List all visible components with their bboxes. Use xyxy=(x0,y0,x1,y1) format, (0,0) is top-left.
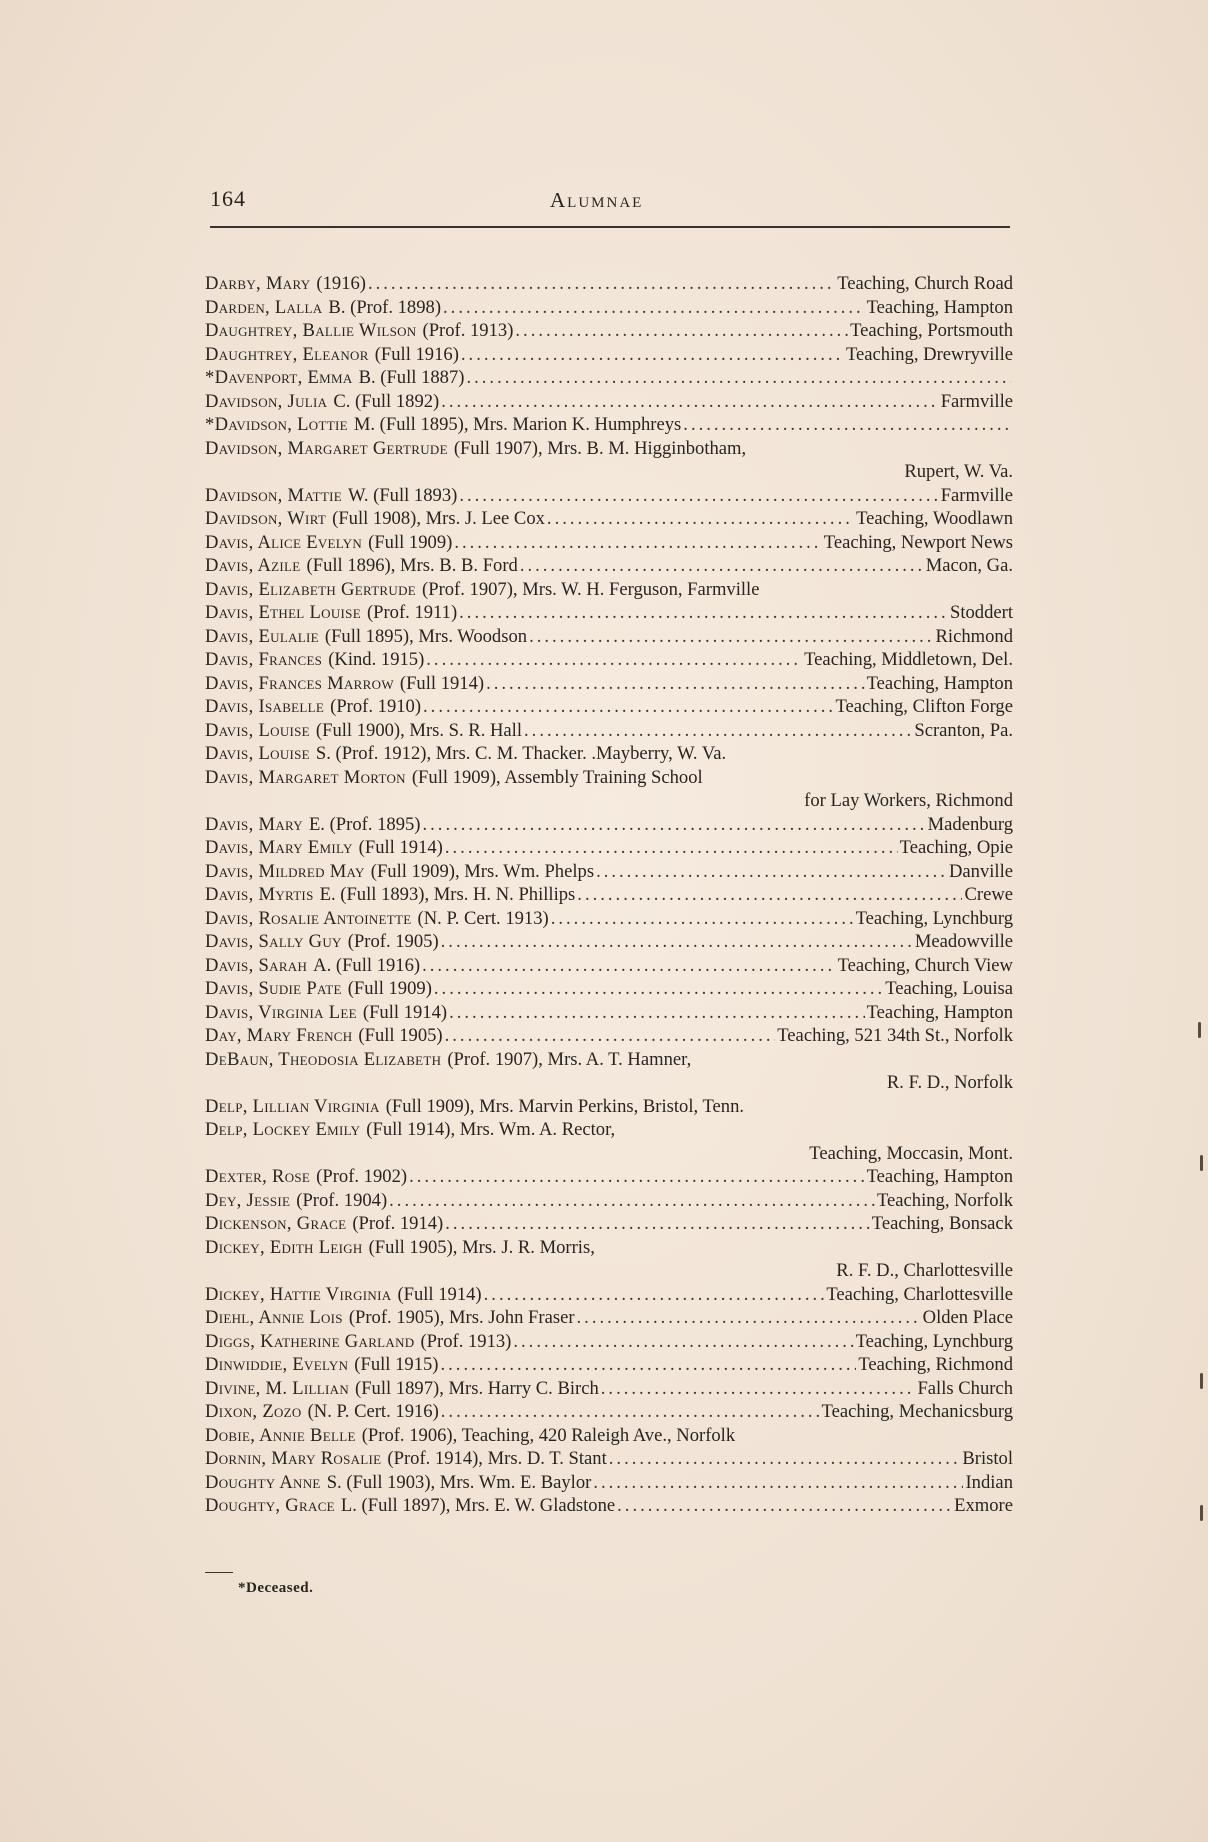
dot-leader xyxy=(441,390,938,414)
alumna-occupation-location: Farmville xyxy=(940,390,1013,412)
alumna-occupation-location: Teaching, Church View xyxy=(837,954,1013,976)
dot-leader xyxy=(441,1400,820,1424)
alumna-entry xyxy=(205,813,1013,837)
alumna-occupation-location: Crewe xyxy=(964,884,1013,905)
alumna-name: Dornin, Mary Rosalie xyxy=(205,1448,382,1469)
alumna-occupation-location: Teaching, Lynchburg xyxy=(855,1330,1013,1352)
alumna-occupation-location: Olden Place xyxy=(922,1307,1013,1328)
alumna-name: Davis, Sudie Pate xyxy=(205,978,342,999)
entry-line xyxy=(205,437,1013,461)
alumna-occupation-location: Falls Church xyxy=(917,1377,1013,1399)
alumna-occupation-location: Meadowville xyxy=(914,931,1013,952)
alumna-entry xyxy=(205,1236,1013,1283)
alumna-name: Dey, Jessie xyxy=(205,1189,291,1211)
alumna-occupation-location: Teaching, Opie xyxy=(899,837,1013,858)
alumna-entry xyxy=(205,977,1013,1001)
dot-leader xyxy=(524,719,912,743)
alumna-entry xyxy=(205,907,1013,931)
dot-leader xyxy=(683,413,1011,437)
alumna-entry xyxy=(205,554,1013,578)
alumna-name: Dixon, Zozo xyxy=(205,1401,302,1422)
entry-line xyxy=(205,578,1013,602)
alumna-occupation-location: Teaching, Hampton xyxy=(866,1166,1013,1187)
alumna-detail: (Full 1896), Mrs. B. B. Ford xyxy=(306,555,518,576)
alumna-entry xyxy=(205,319,1013,343)
alumna-detail: (Full 1907), Mrs. B. M. Higginbotham, xyxy=(453,437,747,459)
alumna-name: Davis, Rosalie Antoinette xyxy=(205,907,412,929)
alumna-detail: (Prof. 1907), Mrs. W. H. Ferguson, Farmville xyxy=(422,578,760,600)
alumna-entry xyxy=(205,648,1013,672)
alumna-occupation-location: R. F. D., Charlottesville xyxy=(836,1260,1013,1281)
alumna-occupation-location: Rupert, W. Va. xyxy=(904,461,1013,482)
alumna-occupation-location: Teaching, Louisa xyxy=(885,978,1013,999)
alumna-name: Davis, Alice Evelyn xyxy=(205,531,363,553)
alumna-detail: (Full 1909) xyxy=(347,978,432,999)
entry-line xyxy=(205,1095,1013,1119)
entry-line xyxy=(205,1189,1013,1213)
alumna-entry xyxy=(205,625,1013,649)
alumna-detail: (Prof. 1905) xyxy=(347,931,439,952)
entry-line xyxy=(205,766,1013,790)
entry-line xyxy=(205,742,1013,766)
page-number: 164 xyxy=(210,186,246,211)
alumna-entry xyxy=(205,1471,1013,1495)
alumna-name: Davidson, Wirt xyxy=(205,508,327,529)
dot-leader xyxy=(593,1471,963,1495)
alumna-detail: E. (Full 1893), Mrs. H. N. Phillips xyxy=(319,884,576,905)
alumna-occupation-location: Stoddert xyxy=(949,602,1013,623)
dot-leader xyxy=(486,672,865,696)
margin-mark xyxy=(1200,1155,1203,1171)
entry-line xyxy=(205,625,1013,649)
alumna-detail: (Prof. 1905), Mrs. John Fraser xyxy=(348,1307,575,1328)
alumna-name: Davis, Sally Guy xyxy=(205,931,342,952)
entry-line xyxy=(205,860,1013,884)
alumna-name: Davis, Louise xyxy=(205,743,310,764)
entry-line xyxy=(205,907,1013,931)
alumna-detail: W. (Full 1893) xyxy=(347,484,458,506)
alumna-entry xyxy=(205,1330,1013,1354)
alumna-occupation-location: Teaching, Church Road xyxy=(837,273,1013,294)
alumna-name: Davis, Isabelle xyxy=(205,696,325,717)
alumna-name: *Davidson, Lottie xyxy=(205,414,348,435)
entry-line xyxy=(205,1048,1013,1072)
alumna-detail: (Full 1909), Mrs. Wm. Phelps xyxy=(370,860,595,882)
alumna-entry xyxy=(205,1494,1013,1518)
alumna-detail: (Prof. 1906), Teaching, 420 Raleigh Ave., Norfolk xyxy=(361,1424,736,1446)
alumna-entry xyxy=(205,742,1013,766)
alumna-entry xyxy=(205,1377,1013,1401)
entry-continuation-line xyxy=(205,789,1013,813)
alumna-occupation-location: Teaching, Clifton Forge xyxy=(835,696,1013,717)
alumna-name: Davis, Mildred May xyxy=(205,860,365,882)
entry-line xyxy=(205,648,1013,672)
alumna-entry xyxy=(205,366,1013,390)
alumna-name: Diggs, Katherine Garland xyxy=(205,1330,415,1352)
dot-leader xyxy=(617,1494,952,1518)
entry-line xyxy=(205,836,1013,860)
entry-line xyxy=(205,719,1013,743)
alumna-detail: (Full 1897), Mrs. Harry C. Birch xyxy=(355,1377,599,1399)
dot-leader xyxy=(454,531,821,555)
alumna-detail: S. (Full 1903), Mrs. Wm. E. Baylor xyxy=(326,1471,592,1493)
alumna-entry xyxy=(205,766,1013,813)
alumna-name: Dobie, Annie Belle xyxy=(205,1424,356,1446)
alumna-occupation-location: Teaching, Hampton xyxy=(866,672,1013,694)
dot-leader xyxy=(445,1212,870,1236)
alumna-name: Davis, Azile xyxy=(205,555,301,576)
alumna-detail: (Prof. 1914), Mrs. D. T. Stant xyxy=(387,1448,607,1469)
alumna-entry xyxy=(205,1424,1013,1448)
margin-mark xyxy=(1200,1373,1203,1389)
alumna-name: Delp, Lillian Virginia xyxy=(205,1095,380,1117)
alumna-detail: E. (Prof. 1895) xyxy=(308,813,421,835)
dot-leader xyxy=(434,977,883,1001)
alumna-entry xyxy=(205,695,1013,719)
alumna-entry xyxy=(205,437,1013,484)
alumna-entry xyxy=(205,390,1013,414)
entry-continuation-line xyxy=(205,1142,1013,1166)
dot-leader xyxy=(423,813,926,837)
alumna-occupation-location: R. F. D., Norfolk xyxy=(886,1072,1013,1093)
alumna-entry xyxy=(205,484,1013,508)
alumna-entry xyxy=(205,883,1013,907)
alumna-occupation-location: Teaching, Charlottesville xyxy=(826,1283,1013,1305)
alumna-occupation-location: Teaching, 521 34th St., Norfolk xyxy=(777,1025,1013,1046)
alumna-occupation-location: Teaching, Hampton xyxy=(866,296,1013,318)
dot-leader xyxy=(577,1306,921,1330)
alumna-occupation-location: Teaching, Moccasin, Mont. xyxy=(809,1142,1013,1164)
entry-line xyxy=(205,601,1013,625)
entry-continuation-line xyxy=(205,1259,1013,1283)
alumna-detail: (Full 1895), Mrs. Woodson xyxy=(324,625,528,647)
running-head: Alumnae xyxy=(550,188,644,212)
alumna-detail: (Full 1900), Mrs. S. R. Hall xyxy=(315,719,523,741)
page-header xyxy=(210,186,1010,226)
alumna-detail: (Full 1905) xyxy=(358,1025,443,1046)
alumna-occupation-location: Teaching, Mechanicsburg xyxy=(821,1401,1013,1422)
dot-leader xyxy=(513,1330,853,1354)
alumna-entry xyxy=(205,1283,1013,1307)
entry-line xyxy=(205,1306,1013,1330)
alumna-name: Davis, Sarah xyxy=(205,954,308,976)
alumna-entry xyxy=(205,507,1013,531)
dot-leader xyxy=(529,625,933,649)
alumna-name: Dickey, Hattie Virginia xyxy=(205,1283,392,1305)
alumna-name: Daughtrey, Eleanor xyxy=(205,343,369,365)
dot-leader xyxy=(449,1001,865,1025)
alumna-name: Davidson, Margaret Gertrude xyxy=(205,437,448,459)
alumna-occupation-location: Teaching, Middletown, Del. xyxy=(804,649,1013,670)
alumna-occupation-location: Teaching, Bonsack xyxy=(871,1213,1013,1234)
entry-line xyxy=(205,1165,1013,1189)
dot-leader xyxy=(459,601,948,625)
dot-leader xyxy=(484,1283,825,1307)
alumna-entry xyxy=(205,1212,1013,1236)
entry-line xyxy=(205,1377,1013,1401)
alumna-occupation-location: Bristol xyxy=(962,1448,1013,1469)
alumna-name: Darden, Lalla xyxy=(205,296,323,318)
alumna-entry xyxy=(205,343,1013,367)
header-rule xyxy=(210,226,1010,228)
alumna-name: Doughty Anne xyxy=(205,1471,321,1493)
entry-line xyxy=(205,1400,1013,1424)
alumna-detail: (Full 1916) xyxy=(374,343,459,365)
alumna-name: Daughtrey, Ballie Wilson xyxy=(205,320,417,341)
alumna-detail: (Full 1909), Assembly Training School xyxy=(411,766,703,788)
alumna-entry xyxy=(205,1306,1013,1330)
dot-leader xyxy=(441,1353,857,1377)
alumnae-list xyxy=(205,272,1013,1518)
dot-leader xyxy=(577,883,962,907)
alumna-detail: (Prof. 1910) xyxy=(330,696,422,717)
alumna-name: Davidson, Mattie xyxy=(205,484,342,506)
dot-leader xyxy=(461,343,844,367)
alumna-occupation-location: for Lay Workers, Richmond xyxy=(804,790,1013,811)
entry-line xyxy=(205,1447,1013,1471)
alumna-occupation-location: Teaching, Norfolk xyxy=(876,1189,1013,1211)
dot-leader xyxy=(551,907,854,931)
entry-continuation-line xyxy=(205,1071,1013,1095)
alumna-occupation-location: Teaching, Richmond xyxy=(858,1354,1013,1375)
alumna-name: Davis, Frances Marrow xyxy=(205,672,394,694)
alumna-name: Doughty, Grace xyxy=(205,1495,335,1516)
entry-line xyxy=(205,1024,1013,1048)
alumna-detail: B. (Prof. 1898) xyxy=(328,296,442,318)
dot-leader xyxy=(609,1447,961,1471)
entry-line xyxy=(205,1494,1013,1518)
alumna-occupation-location: Richmond xyxy=(935,625,1013,647)
alumna-detail: (N. P. Cert. 1916) xyxy=(307,1401,439,1422)
entry-line xyxy=(205,554,1013,578)
alumna-detail: (Full 1909) xyxy=(368,531,453,553)
alumna-detail: C. (Full 1892) xyxy=(333,390,440,412)
entry-line xyxy=(205,1236,1013,1260)
alumna-occupation-location: Teaching, Newport News xyxy=(823,531,1013,553)
alumna-detail: L. (Full 1897), Mrs. E. W. Gladstone xyxy=(340,1495,616,1516)
alumna-entry xyxy=(205,272,1013,296)
dot-leader xyxy=(515,319,848,343)
entry-line xyxy=(205,272,1013,296)
alumna-name: Day, Mary French xyxy=(205,1025,353,1046)
entry-line xyxy=(205,1283,1013,1307)
alumna-occupation-location: Teaching, Hampton xyxy=(866,1001,1013,1023)
alumna-detail: (Prof. 1904) xyxy=(296,1189,388,1211)
alumna-detail: (1916) xyxy=(316,273,366,294)
alumna-entry xyxy=(205,531,1013,555)
alumna-name: Davidson, Julia xyxy=(205,390,328,412)
entry-line xyxy=(205,413,1013,437)
entry-line xyxy=(205,695,1013,719)
alumna-occupation-location: Teaching, Woodlawn xyxy=(856,508,1013,529)
alumna-name: Divine, M. Lillian xyxy=(205,1377,350,1399)
alumna-name: Davis, Louise xyxy=(205,719,310,741)
alumna-entry xyxy=(205,296,1013,320)
entry-line xyxy=(205,343,1013,367)
alumna-entry xyxy=(205,1353,1013,1377)
alumna-entry xyxy=(205,413,1013,437)
alumna-entry xyxy=(205,1189,1013,1213)
alumna-detail: (Full 1914) xyxy=(358,837,443,858)
entry-line xyxy=(205,954,1013,978)
alumna-detail: (Prof. 1913) xyxy=(420,1330,512,1352)
entry-line xyxy=(205,531,1013,555)
dot-leader xyxy=(445,1024,776,1048)
alumna-entry xyxy=(205,1048,1013,1095)
alumna-occupation-location: Madenburg xyxy=(927,813,1013,835)
entry-line xyxy=(205,1471,1013,1495)
dot-leader xyxy=(426,648,802,672)
alumna-detail: (Prof. 1913) xyxy=(422,320,514,341)
entry-line xyxy=(205,366,1013,390)
alumna-entry xyxy=(205,1118,1013,1165)
alumna-detail: (Full 1909), Mrs. Marvin Perkins, Bristol, Tenn. xyxy=(385,1095,745,1117)
alumna-entry xyxy=(205,1001,1013,1025)
alumna-entry xyxy=(205,601,1013,625)
alumna-detail: A. (Full 1916) xyxy=(313,954,421,976)
alumna-name: Dinwiddie, Evelyn xyxy=(205,1354,349,1375)
alumna-detail: (Full 1914) xyxy=(399,672,485,694)
alumna-detail: (Prof. 1902) xyxy=(316,1166,408,1187)
alumna-name: Dickenson, Grace xyxy=(205,1213,347,1234)
entry-line xyxy=(205,319,1013,343)
alumna-entry xyxy=(205,930,1013,954)
dot-leader xyxy=(443,296,865,320)
dot-leader xyxy=(445,836,898,860)
alumna-name: Dickey, Edith Leigh xyxy=(205,1236,363,1258)
alumna-detail: (Full 1905), Mrs. J. R. Morris, xyxy=(368,1236,595,1258)
alumna-name: Davis, Virginia Lee xyxy=(205,1001,357,1023)
dot-leader xyxy=(409,1165,865,1189)
dot-leader xyxy=(423,695,833,719)
alumna-name: Darby, Mary xyxy=(205,273,311,294)
alumna-name: *Davenport, Emma xyxy=(205,367,353,388)
entry-line xyxy=(205,883,1013,907)
alumna-occupation-location: Teaching, Drewryville xyxy=(845,343,1013,365)
alumna-name: Davis, Frances xyxy=(205,649,323,670)
alumna-entry xyxy=(205,578,1013,602)
alumna-occupation-location: Exmore xyxy=(954,1495,1013,1516)
alumna-detail: (Prof. 1914) xyxy=(352,1213,444,1234)
margin-mark xyxy=(1200,1505,1203,1521)
alumna-occupation-location: Danville xyxy=(948,860,1013,882)
alumna-name: Davis, Margaret Morton xyxy=(205,766,406,788)
dot-leader xyxy=(389,1189,875,1213)
alumna-name: DeBaun, Theodosia Elizabeth xyxy=(205,1048,442,1070)
alumna-name: Davis, Mary Emily xyxy=(205,837,353,858)
alumna-detail: M. (Full 1895), Mrs. Marion K. Humphreys xyxy=(353,414,682,435)
alumna-entry xyxy=(205,860,1013,884)
entry-line xyxy=(205,507,1013,531)
alumna-occupation-location: Indian xyxy=(965,1471,1013,1493)
dot-leader xyxy=(466,366,1011,390)
alumna-occupation-location: Farmville xyxy=(940,484,1013,506)
alumna-detail: (Full 1914), Mrs. Wm. A. Rector, xyxy=(366,1119,616,1140)
alumna-detail: (Kind. 1915) xyxy=(328,649,425,670)
alumna-detail: (Full 1915) xyxy=(354,1354,439,1375)
dot-leader xyxy=(601,1377,916,1401)
entry-line xyxy=(205,813,1013,837)
entry-line xyxy=(205,672,1013,696)
dot-leader xyxy=(422,954,836,978)
footnote: *Deceased. xyxy=(238,1580,314,1596)
footnote-rule xyxy=(205,1572,233,1573)
alumna-detail: (Full 1914) xyxy=(397,1283,482,1305)
alumna-entry xyxy=(205,1400,1013,1424)
alumna-occupation-location: Macon, Ga. xyxy=(925,555,1013,576)
alumna-detail: (Prof. 1911) xyxy=(366,602,458,623)
dot-leader xyxy=(459,484,938,508)
entry-line xyxy=(205,977,1013,1001)
entry-line xyxy=(205,1212,1013,1236)
entry-line xyxy=(205,390,1013,414)
alumna-entry xyxy=(205,1165,1013,1189)
alumna-detail: B. (Full 1887) xyxy=(358,367,465,388)
alumna-name: Davis, Elizabeth Gertrude xyxy=(205,578,417,600)
dot-leader xyxy=(441,930,913,954)
entry-line xyxy=(205,1001,1013,1025)
alumna-entry xyxy=(205,719,1013,743)
alumna-name: Davis, Ethel Louise xyxy=(205,602,361,623)
dot-leader xyxy=(547,507,854,531)
alumna-detail: (Full 1908), Mrs. J. Lee Cox xyxy=(332,508,545,529)
alumna-name: Davis, Mary xyxy=(205,813,303,835)
alumna-entry xyxy=(205,836,1013,860)
alumna-name: Diehl, Annie Lois xyxy=(205,1307,343,1328)
alumna-entry xyxy=(205,1095,1013,1119)
alumna-detail: (Full 1914) xyxy=(362,1001,448,1023)
alumna-occupation-location: Teaching, Portsmouth xyxy=(850,320,1013,341)
alumna-name: Dexter, Rose xyxy=(205,1166,311,1187)
dot-leader xyxy=(596,860,947,884)
entry-line xyxy=(205,1330,1013,1354)
alumna-name: Delp, Lockey Emily xyxy=(205,1119,361,1140)
entry-line xyxy=(205,1424,1013,1448)
alumna-entry xyxy=(205,672,1013,696)
alumna-entry xyxy=(205,1447,1013,1471)
alumna-occupation-location: Teaching, Lynchburg xyxy=(855,907,1013,929)
alumna-entry xyxy=(205,954,1013,978)
alumna-name: Davis, Myrtis xyxy=(205,884,314,905)
dot-leader xyxy=(368,272,835,296)
dot-leader xyxy=(520,554,924,578)
alumna-detail: (N. P. Cert. 1913) xyxy=(417,907,549,929)
alumna-detail: (Prof. 1907), Mrs. A. T. Hamner, xyxy=(447,1048,692,1070)
entry-continuation-line xyxy=(205,460,1013,484)
alumna-occupation-location: Scranton, Pa. xyxy=(914,719,1013,741)
alumna-name: Davis, Eulalie xyxy=(205,625,319,647)
entry-line xyxy=(205,296,1013,320)
entry-line xyxy=(205,484,1013,508)
alumna-entry xyxy=(205,1024,1013,1048)
margin-mark xyxy=(1198,1022,1201,1038)
entry-line xyxy=(205,1353,1013,1377)
alumna-detail: S. (Prof. 1912), Mrs. C. M. Thacker. .Mayberry, W. Va. xyxy=(315,743,727,764)
entry-line xyxy=(205,1118,1013,1142)
entry-line xyxy=(205,930,1013,954)
